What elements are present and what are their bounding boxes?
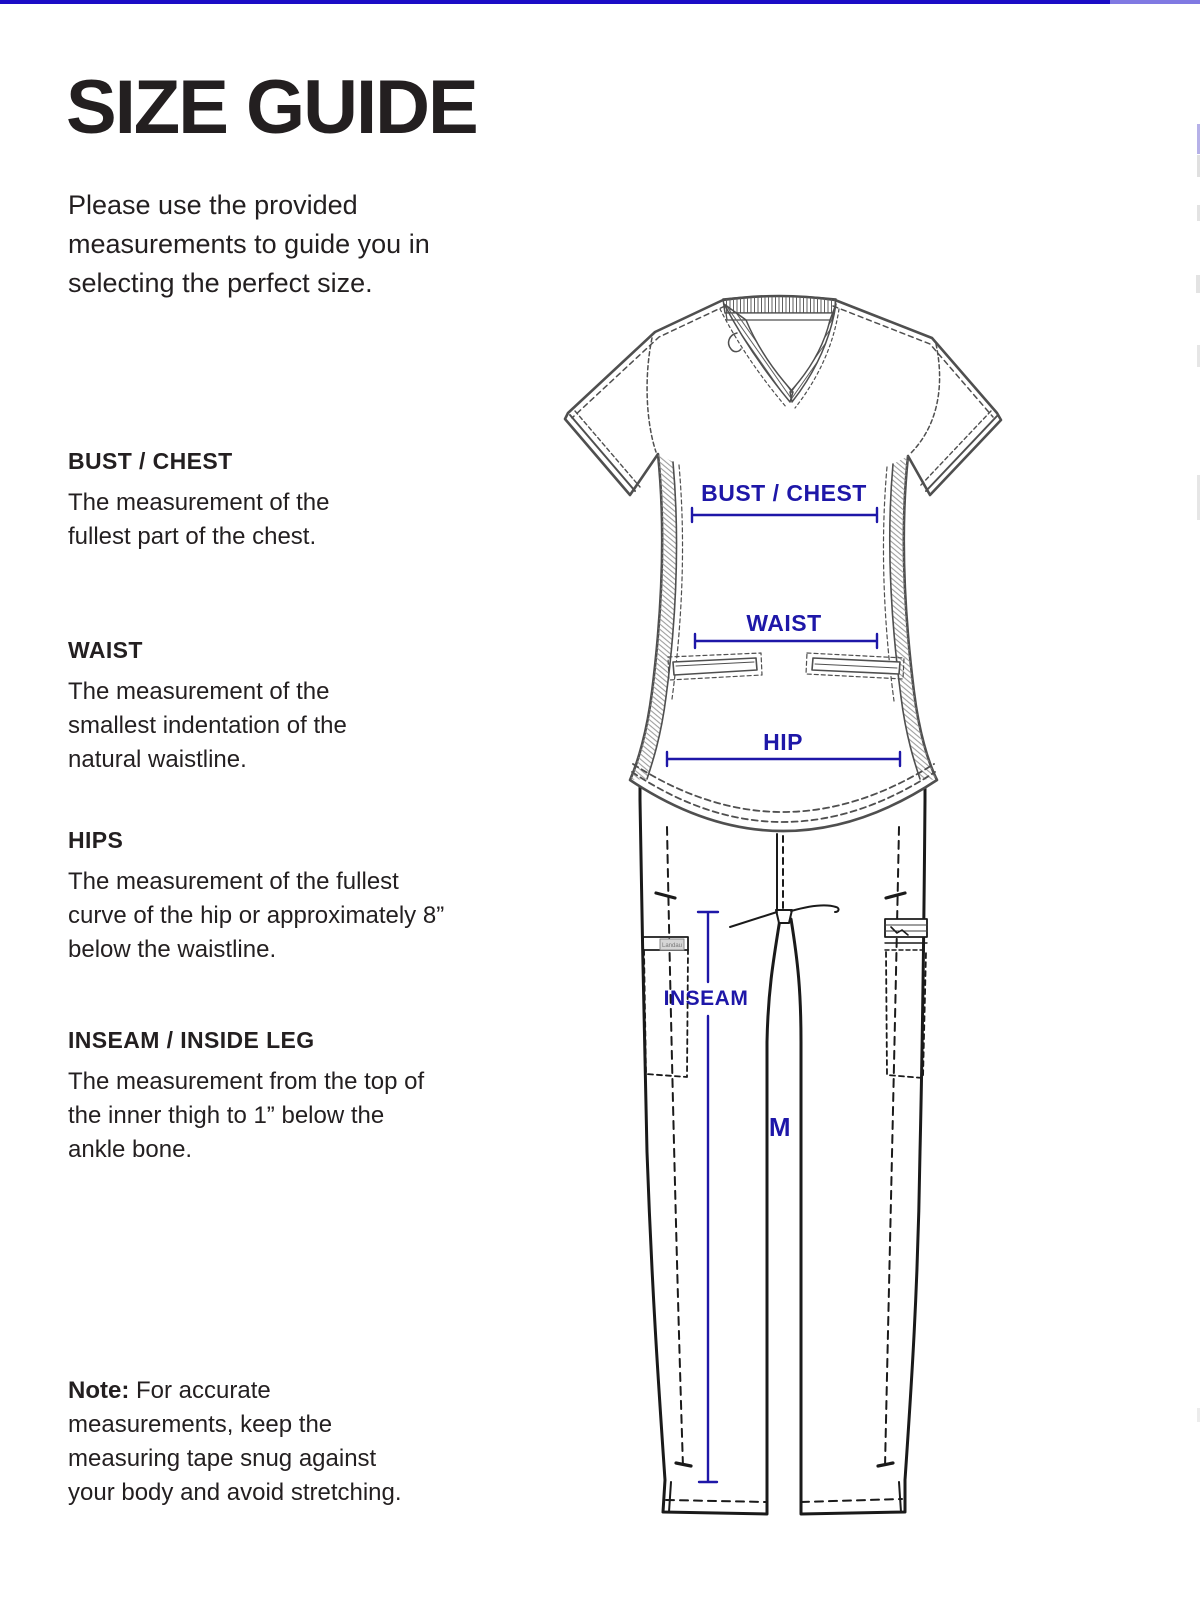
section-bust-chest <box>68 448 378 554</box>
note-body: For accurate measurements, keep the measuring tape snug against your body and avoid stretching. <box>68 1377 402 1506</box>
section-body: The measurement from the top of the inner thigh to 1” below the ankle bone. <box>68 1068 425 1163</box>
page-title: SIZE GUIDE <box>66 65 477 150</box>
page-edge-artifact <box>1196 275 1200 293</box>
garment-measurement-diagram <box>540 282 1010 1538</box>
bust-measure-label: BUST / CHEST <box>701 480 867 506</box>
section-heading: INSEAM / INSIDE LEG <box>68 1027 315 1053</box>
note-text <box>68 1374 420 1510</box>
section-waist <box>68 637 388 777</box>
section-inseam <box>68 1027 433 1167</box>
section-hips <box>68 827 458 967</box>
intro-text: Please use the provided measurements to guide you in selecting the perfect size. <box>68 190 430 298</box>
hip-measure-label: HIP <box>763 729 803 755</box>
note-label: Note: <box>68 1377 130 1404</box>
section-heading: HIPS <box>68 827 124 853</box>
inseam-measure-label: INSEAM <box>663 987 749 1010</box>
section-body: The measurement of the fullest curve of the hip or approximately 8” below the waistline. <box>68 868 445 963</box>
section-body: The measurement of the fullest part of the chest. <box>68 489 330 550</box>
section-heading: BUST / CHEST <box>68 448 233 474</box>
top-accent-bar-light-segment <box>1110 0 1200 4</box>
section-body: The measurement of the smallest indentation of the natural waistline. <box>68 678 347 773</box>
size-letter-label: M <box>768 1112 792 1142</box>
top-accent-bar <box>0 0 1200 4</box>
bust-measure <box>692 480 877 522</box>
pocket-brand-tag: Landau <box>661 943 683 949</box>
waist-measure-label: WAIST <box>746 610 822 636</box>
drawstring-knot <box>776 910 792 923</box>
section-heading: WAIST <box>68 637 143 663</box>
pants-drawing <box>640 772 927 1514</box>
